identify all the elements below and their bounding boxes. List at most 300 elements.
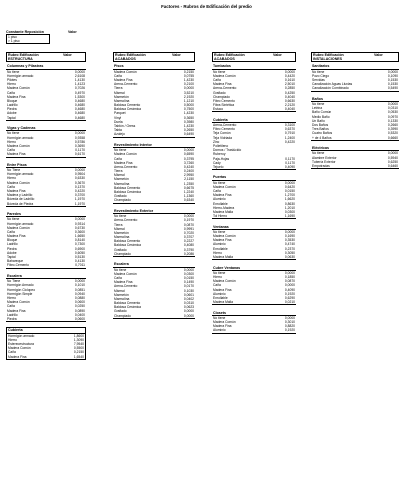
row-name: Hormigón armado xyxy=(8,333,35,338)
section-rows xyxy=(212,270,296,306)
row-name: Hormigón armado xyxy=(7,221,34,226)
section-rows xyxy=(212,180,296,220)
page-title: Factores - Rubros de Edificación del predio xyxy=(161,4,252,9)
row-name: Hierro xyxy=(213,250,222,255)
row-value: 0,0310 xyxy=(183,301,194,306)
row-name: Caña xyxy=(7,90,15,95)
row-value: 7,9540 xyxy=(73,342,84,347)
row-value: 0,0000 xyxy=(284,69,295,74)
row-value: 1,4230 xyxy=(183,124,194,128)
row-name: Un Baño xyxy=(312,118,325,123)
row-value: 0,4680 xyxy=(74,103,85,108)
table-row xyxy=(113,252,195,256)
row-name: Caña xyxy=(213,189,221,194)
row-name: Caña xyxy=(7,229,15,234)
section-title: Revestimiento Exterior xyxy=(114,208,154,213)
valor-label: Valor xyxy=(374,53,383,57)
row-name: Fibro-Cemento xyxy=(7,263,29,268)
row-name: Enrollable xyxy=(213,295,228,300)
row-name: Madera Fina xyxy=(7,94,26,99)
valor-label: Valor xyxy=(273,53,282,57)
row-name: Fibra Sintética xyxy=(213,103,235,108)
row-name: Fibro Cemento xyxy=(213,127,235,132)
row-name: Cady xyxy=(213,160,221,165)
row-value: 0,6370 xyxy=(284,127,295,132)
row-name: Pilotes xyxy=(7,77,17,82)
row-value: 0,2370 xyxy=(284,246,295,251)
table-row xyxy=(311,86,399,90)
section xyxy=(212,64,296,112)
table-row xyxy=(113,198,195,202)
constante-item: > 1 piso xyxy=(8,39,20,44)
row-value: 0,4080 xyxy=(183,243,194,248)
row-name: Piedra xyxy=(7,316,17,321)
row-value: 0,0300 xyxy=(183,271,194,276)
row-value: 1,6620 xyxy=(284,197,295,202)
row-name: Madera Común xyxy=(213,279,236,284)
row-value: 0,0150 xyxy=(183,275,194,280)
section-rows xyxy=(113,147,195,203)
section-rows xyxy=(6,216,86,268)
section-rows xyxy=(212,229,296,260)
row-value: 0,8140 xyxy=(74,238,85,243)
row-value: 1,4130 xyxy=(74,77,85,82)
table-row xyxy=(6,317,86,321)
row-value: 0,3980 xyxy=(183,119,194,124)
row-value: 1,1970 xyxy=(74,201,85,206)
row-name: Grafiado xyxy=(114,247,127,252)
section-rows xyxy=(113,267,195,319)
section-title: Tumbados xyxy=(213,64,231,69)
row-value: 0,7011 xyxy=(75,263,85,268)
row-value: 0,0210 xyxy=(284,300,295,305)
table-row xyxy=(212,255,296,259)
row-name: Baldosa Cerámica xyxy=(114,107,141,112)
row-value: 0,0890 xyxy=(74,308,85,313)
column-header xyxy=(212,52,296,62)
row-name: Teja Común xyxy=(213,131,231,136)
row-name: Estuco xyxy=(213,107,224,112)
row-name: Medio Baño xyxy=(312,114,330,119)
row-value: 0,1090 xyxy=(387,73,398,78)
row-name: Madera y Ladrillo xyxy=(7,193,33,198)
row-name: Hierro-Madera xyxy=(213,205,235,210)
row-name: Caña xyxy=(8,350,16,355)
row-value: 0,0402 xyxy=(183,296,194,301)
section xyxy=(113,64,195,137)
row-value: 0,7500 xyxy=(183,107,194,112)
row-name: Madera Fina xyxy=(7,234,26,239)
section xyxy=(113,143,195,204)
column-header-row xyxy=(213,53,295,57)
row-name: No tiene xyxy=(114,267,127,272)
row-value: 0,4240 xyxy=(183,164,194,169)
row-value: 0,0601 xyxy=(183,292,194,297)
column-instalaciones xyxy=(311,52,399,174)
row-value: 1,1690 xyxy=(284,214,295,219)
row-name: Bloque xyxy=(7,98,18,103)
row-name: Aluminio xyxy=(213,197,226,202)
row-name: Marmetón xyxy=(114,292,129,297)
section-title: Pisos xyxy=(114,64,124,69)
row-name: Tierra xyxy=(114,222,123,227)
row-value: 0,2660 xyxy=(387,123,398,128)
row-name: Hierro xyxy=(7,82,16,87)
row-name: No tiene xyxy=(312,69,325,74)
row-name: Caña xyxy=(114,275,122,280)
section xyxy=(6,126,86,157)
row-value: 0,0000 xyxy=(183,148,194,153)
row-name: Madera Fina xyxy=(114,77,133,82)
row-value: 0,4220 xyxy=(284,139,295,144)
row-value: 0,6490 xyxy=(183,132,194,137)
row-value: 0,6675 xyxy=(183,185,194,190)
row-value: 0,1920 xyxy=(284,328,295,333)
row-value: 0,6900 xyxy=(74,246,85,251)
row-value: 0,0000 xyxy=(74,131,85,136)
row-name: Arena-Cemento xyxy=(213,123,237,128)
row-name: Mármol xyxy=(114,173,125,178)
row-name: Grafiado xyxy=(114,309,127,314)
row-name: Madera Común xyxy=(7,225,30,230)
section-rows xyxy=(311,150,399,169)
row-name: Pozo Ciego xyxy=(312,73,330,78)
row-value: 0,4130 xyxy=(74,259,85,264)
row-name: Ladrillo xyxy=(7,312,18,317)
row-name: Hormigón armado xyxy=(7,73,34,78)
section-title: Puertas xyxy=(213,175,227,180)
column-group-title: ESTRUCTURA xyxy=(8,57,33,62)
row-name: Caña xyxy=(7,184,15,189)
row-name: Tol Hierro xyxy=(213,214,228,219)
rubro-label: Rubro Edificación xyxy=(313,53,344,57)
row-name: Duela xyxy=(114,119,123,124)
column-acabados-1 xyxy=(113,52,195,324)
row-name: Marmetón xyxy=(114,177,129,182)
row-name: Marmetón xyxy=(114,94,129,99)
row-value: 0,3990 xyxy=(387,127,398,132)
section xyxy=(6,212,86,268)
row-value: 0,0000 xyxy=(74,69,85,74)
row-value: 0,0000 xyxy=(284,283,295,288)
section-rows xyxy=(7,333,85,359)
row-name: Baldosa Cemento xyxy=(114,185,141,190)
row-name: Madera Común xyxy=(213,234,236,239)
section xyxy=(113,209,195,257)
row-name: Madera Malla xyxy=(213,209,233,214)
row-value: 0,3700 xyxy=(74,193,85,198)
rubro-label: Rubro Edificación xyxy=(8,53,39,57)
constante-box xyxy=(6,34,50,44)
row-value: 0,0000 xyxy=(183,214,194,219)
row-name: Arena-Cemento xyxy=(114,164,138,169)
row-value: 0,6050 xyxy=(74,250,85,255)
row-name: Madera Fina xyxy=(213,82,232,87)
row-value: 0,6290 xyxy=(284,295,295,300)
row-name: No tiene xyxy=(114,214,127,219)
row-name: Madera Fina xyxy=(213,238,232,243)
row-value: 0,5320 xyxy=(387,131,398,136)
row-name: No tiene xyxy=(312,102,325,107)
column-header-row xyxy=(312,53,398,57)
row-value: 0,2400 xyxy=(183,169,194,174)
row-value: 0,0000 xyxy=(183,267,194,272)
row-name: Zinc xyxy=(213,139,220,144)
row-name: Bóveda de Piedra xyxy=(7,201,34,206)
row-value: 0,7910 xyxy=(284,131,295,136)
row-value: 0,4680 xyxy=(74,111,85,116)
row-value: 1,2400 xyxy=(284,135,295,140)
row-name: Caña xyxy=(114,73,122,78)
row-value: 0,3670 xyxy=(74,180,85,185)
row-value: 0,0630 xyxy=(284,255,295,260)
row-name: Hormigón armado xyxy=(7,172,34,177)
column-header xyxy=(311,52,399,62)
section-title: Escalera xyxy=(7,274,22,278)
row-name: Tapial xyxy=(7,115,16,120)
section xyxy=(212,266,296,306)
row-name: Hierro xyxy=(213,275,222,279)
row-value: 0,0000 xyxy=(387,69,398,74)
row-value: 0,9991 xyxy=(183,226,194,231)
row-value: 0,5940 xyxy=(387,155,398,160)
row-value: 0,6170 xyxy=(74,152,85,157)
row-value: 0,0600 xyxy=(74,316,85,321)
row-value: 0,0000 xyxy=(74,279,85,284)
table-row xyxy=(212,107,296,111)
row-value: 0,2086 xyxy=(183,251,194,256)
row-value: 0,6460 xyxy=(387,163,398,168)
row-name: Madera Común xyxy=(114,271,137,276)
row-value: 0,0000 xyxy=(284,270,295,275)
row-name: Madera Fina xyxy=(213,324,232,329)
row-value: 0,0250 xyxy=(74,304,85,309)
row-name: Cuatro Baños xyxy=(312,131,333,136)
row-name: Baldosa Cerámica xyxy=(114,305,141,310)
row-value: 0,0300 xyxy=(284,209,295,214)
row-name: Champiado xyxy=(114,198,131,203)
row-name: Madera Fina xyxy=(213,287,232,292)
row-value: 0,6730 xyxy=(74,225,85,230)
row-value: 0,6250 xyxy=(387,159,398,164)
row-name: No tiene xyxy=(7,69,20,74)
row-name: Marmolina xyxy=(114,235,130,240)
row-value: 0,4040 xyxy=(284,94,295,99)
section xyxy=(6,274,86,322)
row-name: Mármol xyxy=(114,226,125,231)
table-row xyxy=(113,132,195,136)
table-row xyxy=(212,165,296,169)
table-row xyxy=(6,263,86,267)
row-value: 0,1010 xyxy=(74,283,85,288)
row-value: 0,4250 xyxy=(284,90,295,95)
row-name: Baldosa Cerámica xyxy=(114,190,141,195)
row-value: 1,4230 xyxy=(183,77,194,82)
row-name: Baño Común xyxy=(312,110,332,115)
table-row xyxy=(212,328,296,332)
row-value: 0,3707 xyxy=(183,235,194,240)
row-value: 1,2700 xyxy=(284,193,295,198)
row-value: 0,1030 xyxy=(183,288,194,293)
row-value: 0,0000 xyxy=(183,313,194,318)
section xyxy=(311,64,399,91)
row-name: Arena-Cemento xyxy=(114,82,138,87)
row-name: Madera Fina xyxy=(8,354,27,359)
section xyxy=(6,64,86,120)
row-name: Azulejo xyxy=(114,132,125,137)
row-value: 2,6108 xyxy=(74,73,85,78)
row-name: No tiene xyxy=(213,315,226,320)
section-rows xyxy=(212,315,296,334)
section xyxy=(212,225,296,261)
row-value: 0,3530 xyxy=(284,238,295,243)
column-estructura xyxy=(6,52,86,365)
row-value: 0,0940 xyxy=(74,291,85,296)
row-value: 0,4090 xyxy=(284,164,295,169)
section-title: Baños xyxy=(312,96,323,101)
row-name: Vinyl xyxy=(114,115,122,120)
valor-label: Valor xyxy=(63,53,72,57)
row-name: Aluminio xyxy=(213,291,226,296)
table-row xyxy=(6,202,86,206)
row-value: 0,9358 xyxy=(74,135,85,140)
row-name: Madera Común xyxy=(114,152,137,157)
row-value: 0,4740 xyxy=(284,242,295,247)
row-value: 0,3790 xyxy=(183,247,194,252)
table-row xyxy=(7,355,85,359)
row-value: 0,0880 xyxy=(74,295,85,300)
row-name: Madera Fina xyxy=(213,193,232,198)
row-value: 0,1610 xyxy=(284,77,295,82)
row-value: 0,0623 xyxy=(183,305,194,310)
row-value: 0,4970 xyxy=(74,90,85,95)
row-value: 0,2850 xyxy=(284,86,295,91)
row-name: Bóveda de Ladrillo xyxy=(7,197,35,202)
row-name: Hierro xyxy=(7,139,16,144)
row-name: Caña xyxy=(213,283,221,288)
row-value: 0,5500 xyxy=(73,346,84,351)
row-name: Tejuelo xyxy=(213,164,224,169)
row-value: 1,5300 xyxy=(74,94,85,99)
row-value: 1,6650 xyxy=(74,234,85,239)
row-value: 1,2350 xyxy=(183,181,194,186)
row-value: 0,0170 xyxy=(183,284,194,289)
row-value: 0,2150 xyxy=(183,69,194,74)
row-value: 1,1210 xyxy=(183,98,194,103)
section-rows xyxy=(6,278,86,322)
row-value: 0,1920 xyxy=(284,291,295,296)
column-header-row xyxy=(7,53,85,57)
row-name: Tablón / Gress xyxy=(114,124,136,128)
row-name: Hierro xyxy=(8,337,17,342)
section xyxy=(212,311,296,334)
row-value: 0,0870 xyxy=(284,279,295,284)
row-name: Piedra xyxy=(7,246,17,251)
section-title: Closets xyxy=(213,310,226,315)
row-value: 0,1170 xyxy=(75,148,85,153)
row-value: 0,5130 xyxy=(74,255,85,260)
row-value: 0,4680 xyxy=(74,115,85,120)
row-name: Madera Común xyxy=(213,320,236,325)
row-value: 0,0400 xyxy=(74,312,85,317)
section-rows xyxy=(113,213,195,257)
row-value: 0,0000 xyxy=(74,217,85,222)
row-value: 0,0600 xyxy=(74,300,85,305)
row-value: 0,9314 xyxy=(74,221,85,226)
row-name: Arena-Cemento xyxy=(213,86,237,91)
row-value: 0,2650 xyxy=(183,128,194,133)
row-value: 0,0000 xyxy=(183,86,194,91)
table-row xyxy=(6,116,86,120)
row-name: No tiene xyxy=(213,270,226,275)
table-row xyxy=(212,214,296,218)
row-name: Hierro xyxy=(7,295,16,300)
section xyxy=(113,262,195,318)
row-value: 1,2010 xyxy=(284,205,295,210)
row-name: Tubería Exterior xyxy=(312,159,336,164)
section-rows xyxy=(113,69,195,138)
row-name: Madera Común xyxy=(8,346,31,351)
row-name: Arena-Cemento xyxy=(114,218,138,223)
row-value: 0,1490 xyxy=(183,280,194,285)
constante-item: 1 piso xyxy=(8,35,17,39)
row-name: Tierra xyxy=(114,169,123,174)
constante-valor-label: Valor xyxy=(67,30,77,34)
section xyxy=(311,97,399,141)
table-row xyxy=(212,300,296,304)
row-name: Enrollable xyxy=(213,201,228,206)
section xyxy=(212,118,296,170)
row-name: No Tiene xyxy=(7,168,21,173)
row-name: Madera Común xyxy=(213,184,236,189)
row-value: 0,0150 xyxy=(284,189,295,194)
row-value: 0,3690 xyxy=(74,143,85,148)
row-value: 1,1970 xyxy=(74,197,85,202)
row-value: 0,3100 xyxy=(284,123,295,128)
row-value: 0,6330 xyxy=(74,176,85,181)
row-value: 0,1970 xyxy=(183,218,194,223)
row-value: 1,4123 xyxy=(74,82,85,87)
row-value: 0,0000 xyxy=(284,229,295,234)
row-name: Canalización Aguas Lluvias xyxy=(312,82,353,87)
row-name: Caña xyxy=(7,304,15,309)
row-value: 0,4680 xyxy=(74,98,85,103)
row-value: 0,1530 xyxy=(387,77,398,82)
section xyxy=(212,175,296,219)
column-group-title: ACABADOS xyxy=(214,57,235,62)
column-header xyxy=(113,52,195,62)
row-value: 0,3010 xyxy=(284,320,295,325)
row-value: 0,3600 xyxy=(74,229,85,234)
row-value: 0,1170 xyxy=(285,160,295,165)
column-header-row xyxy=(114,53,194,57)
row-name: Madera Común xyxy=(7,300,30,305)
section-rows xyxy=(6,69,86,121)
row-value: 2,2120 xyxy=(284,103,295,108)
row-name: Madera Malla xyxy=(213,255,233,260)
row-value: 0,0000 xyxy=(387,151,398,156)
section-title: Paredes xyxy=(7,212,21,217)
row-name: Alambre Exterior xyxy=(312,155,337,160)
row-name: Baldosa Cerámica xyxy=(114,243,141,248)
row-value: 2,1920 xyxy=(183,94,194,99)
row-value: 0,9504 xyxy=(74,172,85,177)
column-group-title: INSTALACIONES xyxy=(313,57,343,62)
section-title: Sanitarios xyxy=(312,64,330,69)
section-title: Revestimiento Interior xyxy=(114,142,152,147)
row-value: 3,7260 xyxy=(183,160,194,165)
row-value: 0,3650 xyxy=(183,115,194,120)
